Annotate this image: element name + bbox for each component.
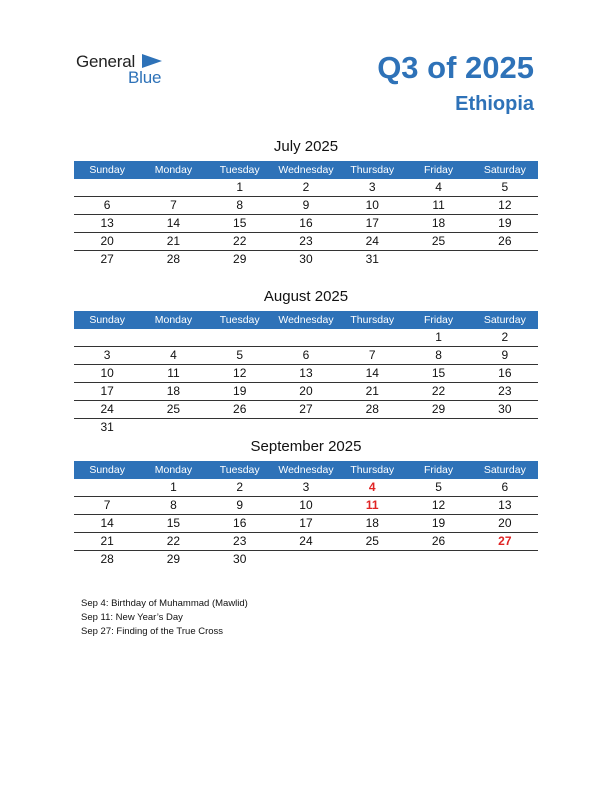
date-cell: 5 — [435, 480, 442, 494]
weekday-label: Wednesday — [278, 464, 334, 476]
holiday-date-cell: 4 — [368, 480, 376, 494]
date-cell: 23 — [233, 534, 247, 548]
date-cell: 16 — [299, 216, 313, 230]
date-cell: 11 — [167, 366, 180, 380]
week-row — [74, 551, 538, 568]
week-row — [74, 179, 538, 197]
logo — [76, 52, 176, 88]
date-cell: 22 — [166, 534, 181, 548]
date-cell: 3 — [368, 180, 376, 194]
date-cell — [472, 551, 538, 568]
weekday-label: Tuesday — [219, 164, 260, 176]
date-cell — [273, 419, 339, 436]
date-cell — [273, 551, 339, 568]
date-cell: 17 — [365, 216, 379, 230]
month-september — [74, 437, 538, 568]
date-cell: 13 — [299, 366, 313, 380]
date-cell — [339, 551, 405, 568]
week-row — [74, 497, 538, 515]
date-cell — [74, 329, 140, 346]
weekday-header — [74, 161, 538, 179]
date-cell: 16 — [233, 516, 247, 530]
weekday-label: Friday — [423, 164, 454, 176]
date-cell: 15 — [233, 216, 247, 230]
date-cell: 6 — [103, 198, 111, 212]
date-cell — [472, 251, 538, 268]
date-cell: 26 — [431, 534, 446, 548]
date-cell: 20 — [299, 384, 313, 398]
date-cell: 30 — [233, 552, 247, 566]
date-cell: 25 — [166, 402, 181, 416]
date-cell — [74, 479, 140, 496]
holiday-date-cell: 27 — [498, 534, 512, 548]
date-cell: 8 — [170, 498, 177, 512]
date-cell: 7 — [368, 348, 376, 362]
week-row — [74, 419, 538, 436]
date-cell: 14 — [166, 216, 181, 230]
date-cell: 25 — [365, 534, 379, 548]
date-cell: 6 — [501, 480, 509, 494]
holiday-notes — [81, 597, 248, 639]
date-cell: 24 — [299, 534, 313, 548]
weekday-label: Wednesday — [278, 164, 334, 176]
week-row — [74, 233, 538, 251]
date-cell — [74, 179, 140, 196]
date-cell: 12 — [233, 366, 247, 380]
date-cell: 25 — [431, 234, 446, 248]
date-cell: 20 — [100, 234, 114, 248]
date-cell — [207, 419, 273, 436]
date-cell: 8 — [435, 348, 442, 362]
date-cell: 14 — [365, 366, 379, 380]
date-cell: 21 — [100, 534, 114, 548]
date-cell — [339, 419, 405, 436]
weekday-label: Tuesday — [219, 464, 260, 476]
date-cell — [405, 251, 471, 268]
week-row — [74, 215, 538, 233]
date-cell: 26 — [498, 234, 512, 248]
date-cell: 5 — [501, 180, 509, 194]
week-row — [74, 383, 538, 401]
week-row — [74, 197, 538, 215]
month-title: July 2025 — [273, 138, 339, 155]
date-cell: 26 — [233, 402, 247, 416]
weekday-label: Thursday — [350, 314, 395, 326]
week-row — [74, 533, 538, 551]
date-cell: 4 — [435, 180, 442, 194]
weekday-label: Saturday — [483, 464, 526, 476]
date-cell: 2 — [302, 180, 310, 194]
date-cell — [405, 419, 471, 436]
date-cell — [140, 179, 206, 196]
date-cell — [140, 329, 206, 346]
date-cell: 9 — [302, 198, 310, 212]
date-cell: 22 — [431, 384, 446, 398]
week-row — [74, 515, 538, 533]
month-title: August 2025 — [263, 288, 349, 305]
date-cell — [339, 329, 405, 346]
country-name: Ethiopia — [455, 93, 534, 115]
date-cell: 28 — [166, 252, 181, 266]
date-cell: 12 — [431, 498, 446, 512]
date-cell: 28 — [365, 402, 379, 416]
month-july — [74, 137, 538, 268]
weekday-label: Thursday — [350, 464, 395, 476]
weekday-label: Sunday — [89, 314, 125, 326]
weekday-label: Sunday — [89, 164, 125, 176]
date-cell: 29 — [166, 552, 181, 566]
date-cell: 24 — [100, 402, 114, 416]
date-cell: 7 — [170, 198, 177, 212]
weekday-label: Saturday — [483, 314, 526, 326]
date-cell: 30 — [498, 402, 512, 416]
weekday-label: Thursday — [350, 164, 395, 176]
date-cell: 3 — [302, 480, 310, 494]
date-cell: 16 — [498, 366, 512, 380]
weekday-label: Monday — [154, 314, 193, 326]
week-row — [74, 365, 538, 383]
date-cell: 27 — [299, 402, 313, 416]
week-row — [74, 329, 538, 347]
date-cell: 22 — [233, 234, 247, 248]
date-cell: 13 — [498, 498, 512, 512]
date-cell: 30 — [299, 252, 313, 266]
date-cell: 1 — [236, 180, 244, 194]
week-row — [74, 347, 538, 365]
holiday-date-cell: 11 — [365, 498, 379, 512]
holiday-note: Sep 27: Finding of the True Cross — [81, 626, 224, 637]
date-cell: 21 — [166, 234, 181, 248]
month-august — [74, 287, 538, 436]
weekday-label: Tuesday — [219, 314, 260, 326]
date-cell — [273, 329, 339, 346]
weekday-label: Friday — [423, 464, 454, 476]
date-cell: 1 — [170, 480, 177, 494]
date-cell: 15 — [431, 366, 446, 380]
date-cell: 14 — [100, 516, 114, 530]
date-cell: 18 — [431, 216, 446, 230]
date-cell: 27 — [100, 252, 114, 266]
date-cell: 21 — [365, 384, 379, 398]
date-cell: 8 — [236, 198, 244, 212]
date-cell: 5 — [236, 348, 244, 362]
date-cell: 10 — [365, 198, 379, 212]
date-cell: 29 — [233, 252, 247, 266]
date-cell: 17 — [299, 516, 313, 530]
logo-text-blue: Blue — [128, 68, 162, 87]
date-cell — [472, 419, 538, 436]
date-cell: 2 — [236, 480, 244, 494]
month-title: September 2025 — [250, 438, 362, 455]
weekday-label: Wednesday — [278, 314, 334, 326]
week-row — [74, 401, 538, 419]
date-cell: 12 — [498, 198, 512, 212]
date-cell: 9 — [236, 498, 244, 512]
date-cell — [207, 329, 273, 346]
date-cell: 7 — [103, 498, 111, 512]
date-cell: 9 — [501, 348, 509, 362]
date-cell: 2 — [501, 330, 509, 344]
date-cell: 29 — [431, 402, 446, 416]
weekday-header — [74, 461, 538, 479]
date-cell: 3 — [103, 348, 111, 362]
week-row — [74, 251, 538, 268]
date-cell: 31 — [100, 420, 114, 434]
date-cell: 23 — [498, 384, 512, 398]
logo-text-general: General — [76, 52, 136, 71]
date-cell — [140, 419, 206, 436]
weekday-label: Monday — [154, 164, 193, 176]
weekday-header — [74, 311, 538, 329]
date-cell: 1 — [435, 330, 442, 344]
date-cell: 31 — [365, 252, 379, 266]
date-cell: 19 — [431, 516, 446, 530]
date-cell: 18 — [166, 384, 181, 398]
date-cell: 18 — [365, 516, 379, 530]
date-cell — [405, 551, 471, 568]
date-cell: 23 — [299, 234, 313, 248]
weekday-label: Friday — [423, 314, 454, 326]
logo-flag-icon — [142, 54, 162, 68]
date-cell: 19 — [233, 384, 247, 398]
date-cell: 24 — [365, 234, 379, 248]
page-title: Q3 of 2025 — [377, 50, 534, 85]
weekday-label: Monday — [154, 464, 193, 476]
date-cell: 19 — [498, 216, 512, 230]
date-cell: 17 — [100, 384, 114, 398]
date-cell: 15 — [166, 516, 181, 530]
date-cell: 10 — [299, 498, 313, 512]
weekday-label: Saturday — [483, 164, 526, 176]
date-cell: 13 — [100, 216, 114, 230]
date-cell: 28 — [100, 552, 114, 566]
date-cell: 4 — [170, 348, 177, 362]
holiday-note: Sep 4: Birthday of Muhammad (Mawlid) — [81, 598, 248, 609]
date-cell: 10 — [100, 366, 114, 380]
holiday-note: Sep 11: New Year’s Day — [81, 612, 183, 623]
date-cell: 6 — [302, 348, 310, 362]
weekday-label: Sunday — [89, 464, 125, 476]
date-cell: 11 — [432, 198, 445, 212]
week-row — [74, 479, 538, 497]
date-cell: 20 — [498, 516, 512, 530]
